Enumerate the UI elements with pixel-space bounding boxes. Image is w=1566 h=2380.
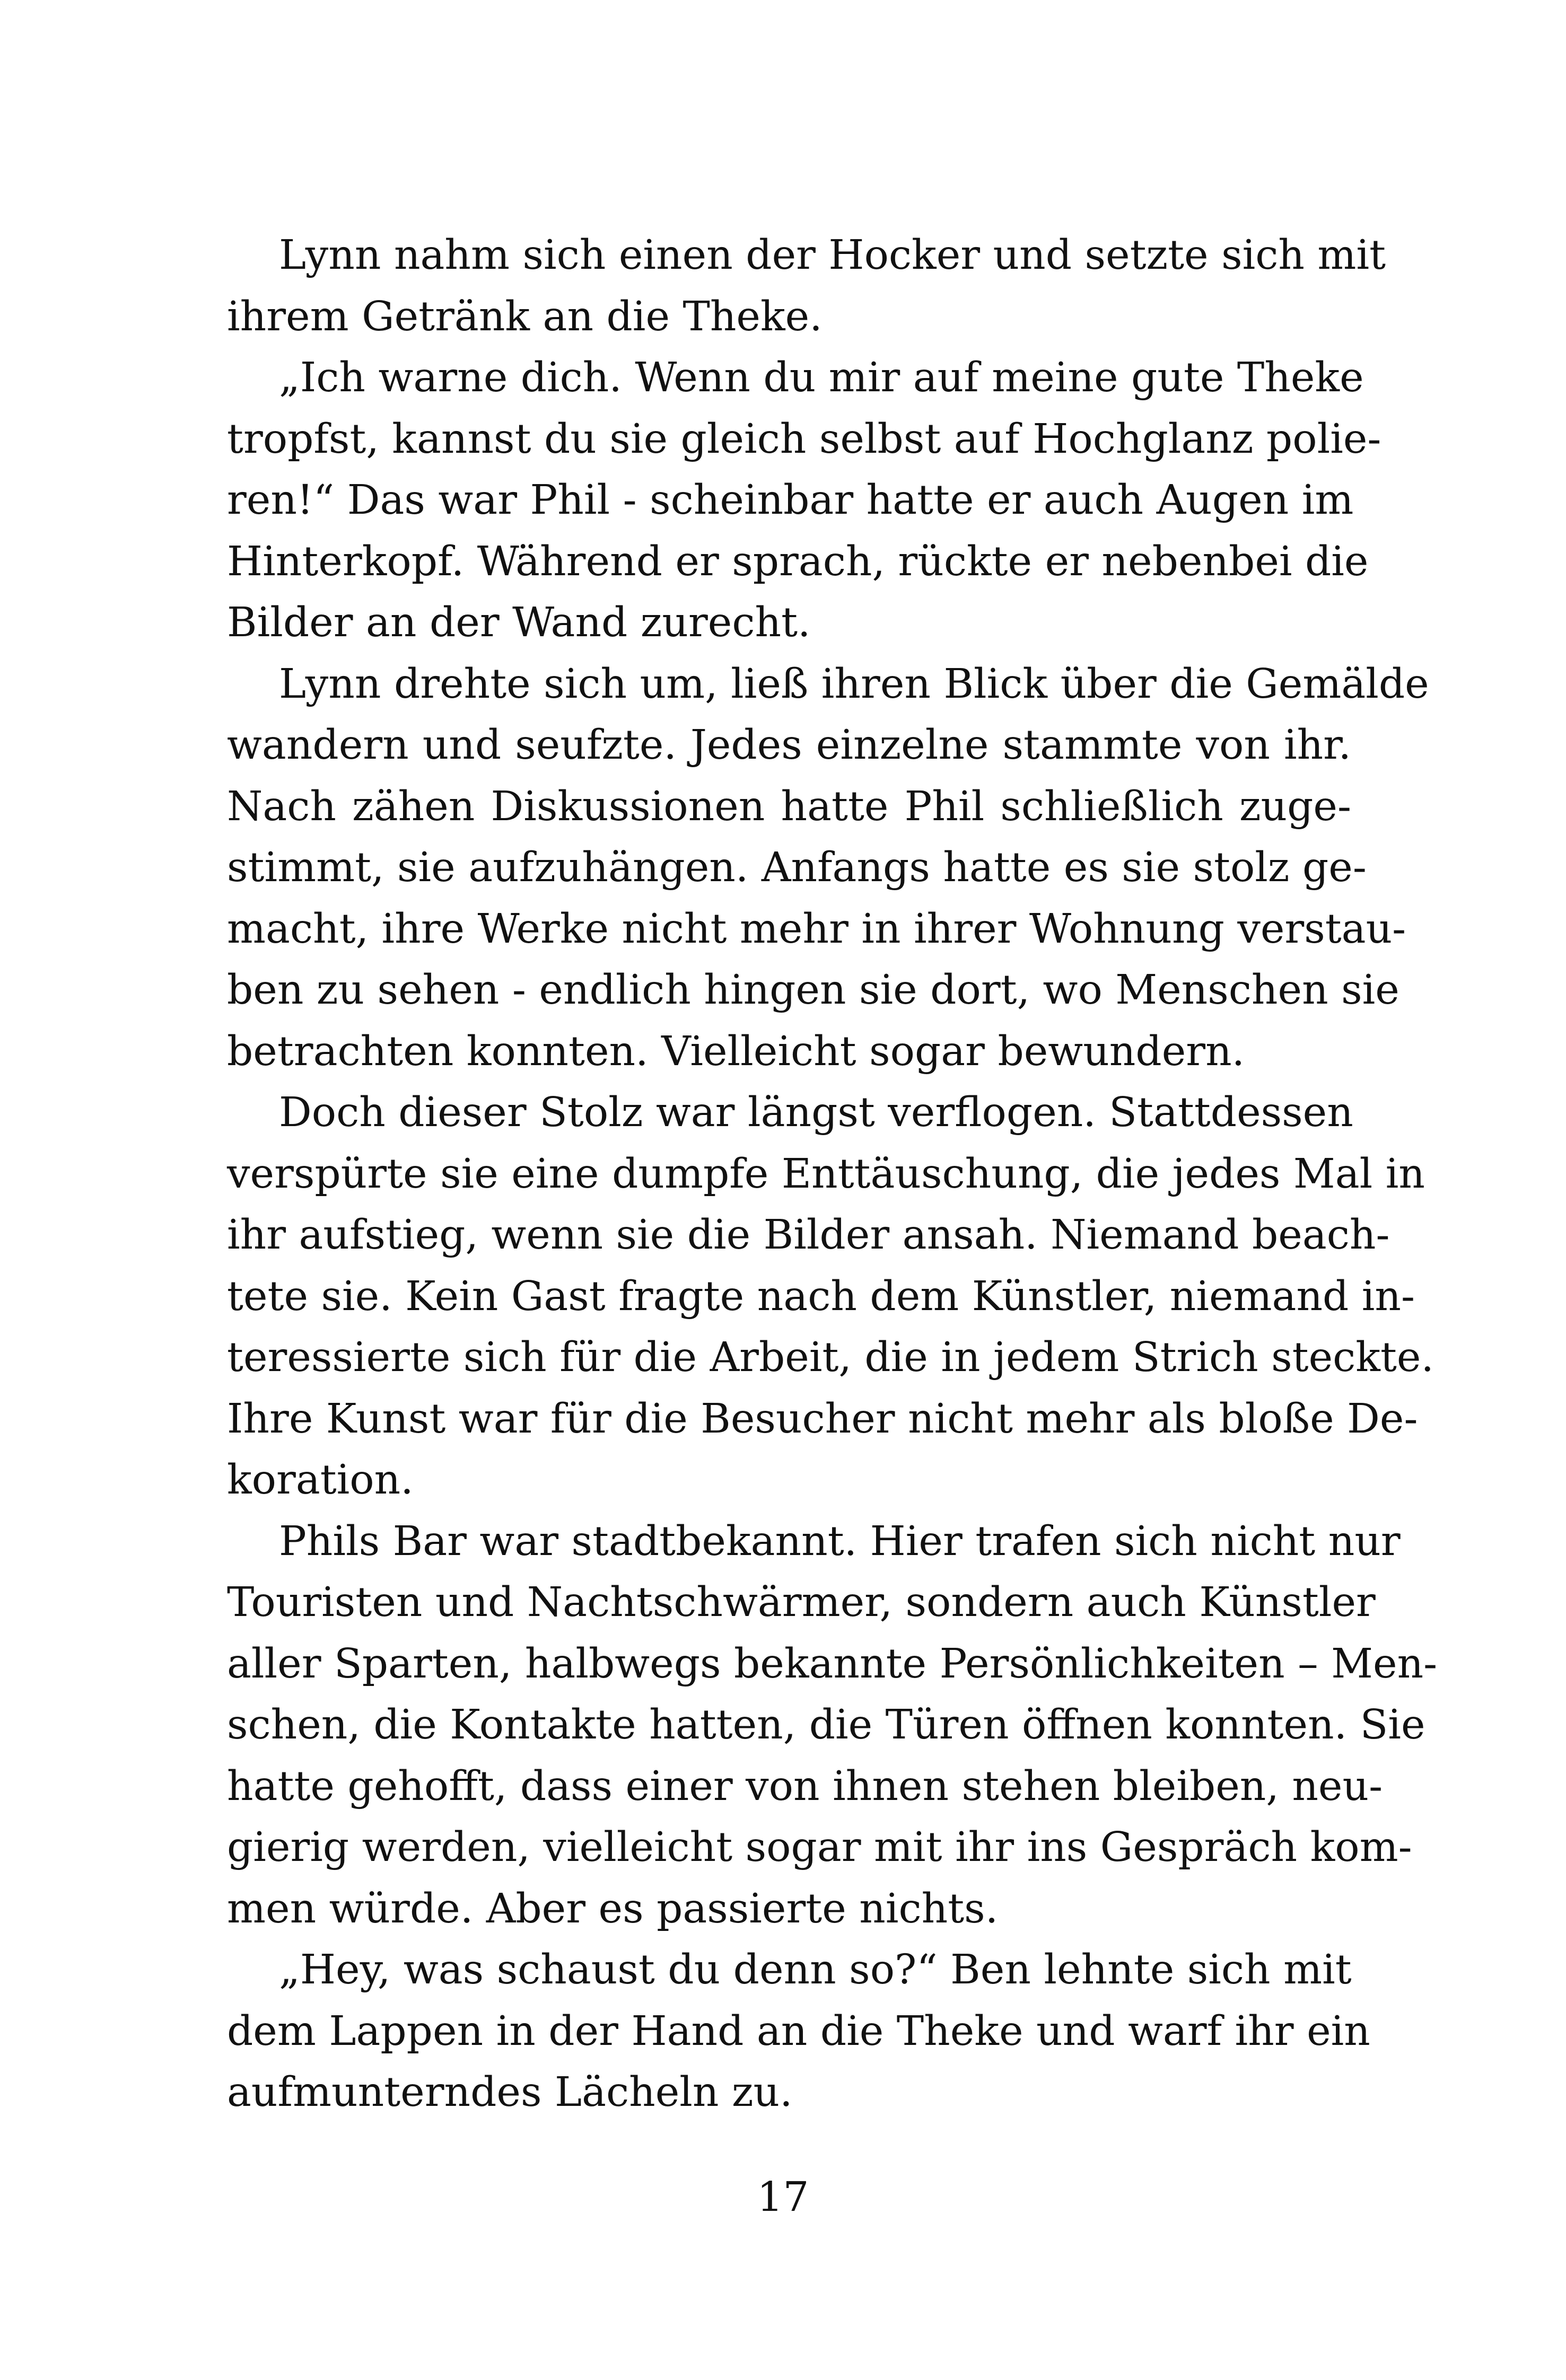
text-line: koration. [227,1456,414,1504]
text-line: macht, ihre Werke nicht mehr in ihrer Wohnung verstau- [227,905,1406,953]
text-line: ihrem Getränk an die Theke. [227,293,823,340]
text-line: aufmunterndes Lächeln zu. [227,2069,793,2116]
text-line: „Ich warne dich. Wenn du mir auf meine gute Theke [279,354,1364,401]
text-line: ren!“ Das war Phil - scheinbar hatte er auch Augen im [227,477,1354,524]
text-line: Nach zähen Diskussionen hatte Phil schließlich zuge- [227,783,1351,830]
text-line: Bilder an der Wand zurecht. [227,599,811,646]
text-line: Ihre Kunst war für die Besucher nicht mehr als bloße De- [227,1395,1418,1443]
text-line: tropfst, kannst du sie gleich selbst auf Hochglanz polie- [227,415,1381,463]
text-line: teressierte sich für die Arbeit, die in jedem Strich steckte. [227,1334,1434,1381]
text-line: schen, die Kontakte hatten, die Türen öffnen konnten. Sie [227,1701,1425,1749]
body-text [227,225,1438,2123]
text-line: aller Sparten, halbwegs bekannte Persönlichkeiten – Men- [227,1640,1438,1688]
text-line: Lynn drehte sich um, ließ ihren Blick über die Gemälde [279,660,1429,708]
text-line: tete sie. Kein Gast fragte nach dem Künstler, niemand in- [227,1272,1415,1320]
text-line: Hinterkopf. Während er sprach, rückte er nebenbei die [227,538,1369,585]
text-line: Doch dieser Stolz war längst verflogen. Stattdessen [279,1089,1353,1136]
text-line: Touristen und Nachtschwärmer, sondern auch Künstler [227,1579,1376,1626]
text-line: stimmt, sie aufzuhängen. Anfangs hatte es sie stolz ge- [227,844,1367,891]
text-line: ben zu sehen - endlich hingen sie dort, wo Menschen sie [227,967,1399,1014]
text-line: ihr aufstieg, wenn sie die Bilder ansah. Niemand beach- [227,1211,1390,1259]
text-line: men würde. Aber es passierte nichts. [227,1885,999,1933]
text-line: gierig werden, vielleicht sogar mit ihr ins Gespräch kom- [227,1824,1412,1871]
text-line: „Hey, was schaust du denn so?“ Ben lehnte sich mit [279,1946,1352,1993]
text-line: betrachten konnten. Vielleicht sogar bewundern. [227,1027,1245,1075]
page-number: 17 [757,2174,809,2221]
text-line: wandern und seufzte. Jedes einzelne stammte von ihr. [227,722,1351,769]
text-line: verspürte sie eine dumpfe Enttäuschung, die jedes Mal in [227,1150,1425,1198]
text-line: dem Lappen in der Hand an die Theke und warf ihr ein [227,2007,1370,2055]
text-line: hatte gehofft, dass einer von ihnen stehen bleiben, neu- [227,1762,1383,1810]
text-line: Lynn nahm sich einen der Hocker und setzte sich mit [279,232,1386,279]
text-line: Phils Bar war stadtbekannt. Hier trafen sich nicht nur [279,1517,1401,1565]
